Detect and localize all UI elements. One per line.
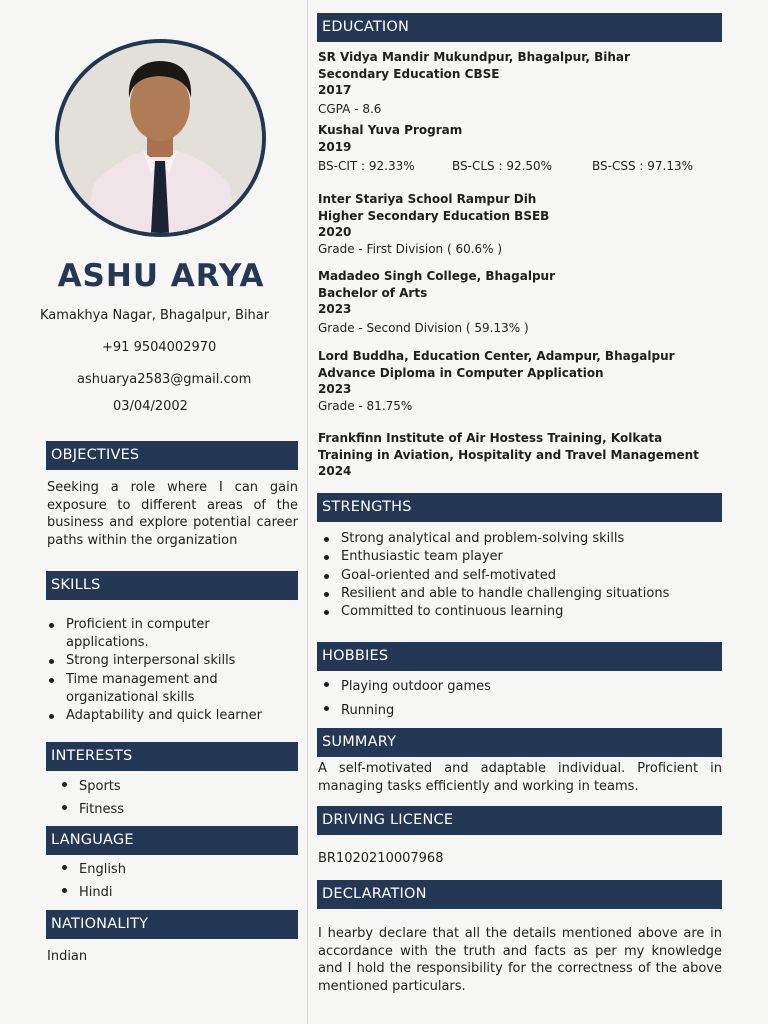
candidate-name: ASHU ARYA [57,258,265,294]
score-row [318,158,722,175]
year: 2017 [318,83,352,97]
list-item: Adaptability and quick learner [46,707,286,725]
list-item: Running [321,699,721,723]
profile-photo [55,39,266,237]
year: 2020 [318,225,352,239]
list-item: Time management and organizational skills [46,671,286,707]
person-portrait-icon [59,43,262,233]
section-header-nationality: NATIONALITY [46,910,298,939]
profile-photo-image [59,43,262,233]
school-name: Frankfinn Institute of Air Hostess Training, Kolkata [318,431,663,445]
grade: Grade - First Division ( 60.6% ) [318,241,503,256]
school-name: Kushal Yuva Program [318,123,463,137]
date-of-birth: 03/04/2002 [113,399,188,414]
column-divider [307,0,308,1024]
score: BS-CLS : 92.50% [452,159,553,173]
address: Kamakhya Nagar, Bhagalpur, Bihar [40,308,270,323]
year: 2019 [318,139,352,154]
section-header-objectives: OBJECTIVES [46,441,298,470]
list-item: Sports [59,775,259,798]
section-header-interests: INTERESTS [46,742,298,771]
year: 2023 [318,382,352,396]
grade: CGPA - 8.6 [318,101,382,116]
course-name: Bachelor of Arts [318,285,428,300]
section-header-declaration: DECLARATION [317,880,722,909]
education-entry [318,348,675,414]
section-header-summary: SUMMARY [317,728,722,757]
school-name: SR Vidya Mandir Mukundpur, Bhagalpur, Bihar [318,50,630,64]
section-header-language: LANGUAGE [46,826,298,855]
score: BS-CIT : 92.33% [318,159,415,173]
list-item: Playing outdoor games [321,675,721,699]
list-item: Enthusiastic team player [321,548,721,566]
education-entry [318,268,555,336]
list-item: Goal-oriented and self-motivated [321,567,721,585]
score: BS-CSS : 97.13% [592,159,694,173]
section-header-strengths: STRENGTHS [317,493,722,522]
education-entry [318,191,549,257]
education-entry [318,49,630,117]
grade: Grade - Second Division ( 59.13% ) [318,320,529,335]
course-name: Advance Diploma in Computer Application [318,365,604,380]
list-item: Resilient and able to handle challenging situations [321,585,721,603]
objectives-text: Seeking a role where I can gain exposure to different areas of the business and explore potential career paths within the organization [47,480,298,548]
interests-list [59,775,259,821]
email: ashuarya2583@gmail.com [77,372,252,387]
strengths-list [321,530,721,621]
school-name: Inter Stariya School Rampur Dih [318,192,537,206]
school-name: Lord Buddha, Education Center, Adampur, Bhagalpur [318,349,675,363]
list-item: Proficient in computer applications. [46,616,286,652]
year: 2023 [318,302,352,316]
skills-list [46,616,286,725]
list-item: English [59,858,259,881]
section-header-education: EDUCATION [317,13,722,42]
section-header-hobbies: HOBBIES [317,642,722,671]
list-item: Hindi [59,881,259,904]
school-name: Madadeo Singh College, Bhagalpur [318,269,556,283]
list-item: Fitness [59,798,259,821]
section-header-skills: SKILLS [46,571,298,600]
section-header-driving-licence: DRIVING LICENCE [317,806,722,835]
grade: Grade - 81.75% [318,398,413,413]
course-name: Secondary Education CBSE [318,66,500,81]
declaration-text: I hearby declare that all the details mentioned above are in accordance with the truth and facts as per my knowledge and I hold the responsibility for the correctness of the above mentioned particulars. [318,926,722,994]
summary-text: A self-motivated and adaptable individual. Proficient in managing tasks efficiently and working in teams. [318,761,722,794]
education-entry [318,122,722,175]
language-list [59,858,259,904]
driving-licence-number: BR1020210007968 [318,851,444,866]
list-item: Strong interpersonal skills [46,652,286,670]
hobbies-list [321,675,721,722]
year: 2024 [318,464,352,478]
course-name: Higher Secondary Education BSEB [318,208,550,223]
course-name: Training in Aviation, Hospitality and Travel Management [318,447,699,462]
phone: +91 9504002970 [102,340,217,355]
list-item: Strong analytical and problem-solving skills [321,530,721,548]
education-entry [318,430,699,480]
nationality-value: Indian [47,949,88,964]
list-item: Committed to continuous learning [321,603,721,621]
